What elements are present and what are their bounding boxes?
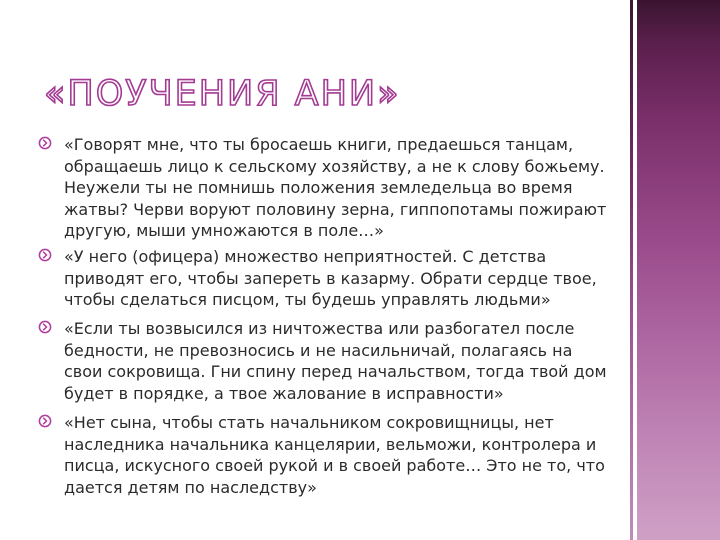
decorative-side-band: [637, 0, 720, 540]
list-item-text: «У него (офицера) множество неприятностей. С детства приводят его, чтобы запереть в казарму. Обрати сердце твое, чтобы сделаться писцом, ты будешь управлять людьми»: [64, 247, 597, 309]
slide-title: «ПОУЧЕНИЯ АНИ»: [44, 74, 401, 114]
circled-arrow-icon: [38, 136, 54, 152]
list-item-text: «Нет сына, чтобы стать начальником сокровищницы, нет наследника начальника канцелярии, вельможи, контролера и писца, искусного своей рукой и в своей работе… Это не то, что дается детям по наследству»: [64, 413, 605, 497]
circled-arrow-icon: [38, 320, 54, 336]
circled-arrow-icon: [38, 248, 54, 264]
circled-arrow-icon: [38, 414, 54, 430]
list-item-text: «Говорят мне, что ты бросаешь книги, предаешься танцам, обращаешь лицо к сельскому хозяйству, а не к слову божьему. Неужели ты не помнишь положения земледельца во время жатвы? Черви воруют половину зерна, гиппопотамы пожирают другую, мыши умножаются в поле…»: [64, 135, 607, 240]
decorative-line: [630, 0, 633, 540]
list-item-text: «Если ты возвысился из ничтожества или разбогател после бедности, не превозносись и не насильничай, полагаясь на свои сокровища. Гни спину перед начальством, тогда твой дом будет в порядке, а твое жалование в исправности»: [64, 319, 607, 403]
